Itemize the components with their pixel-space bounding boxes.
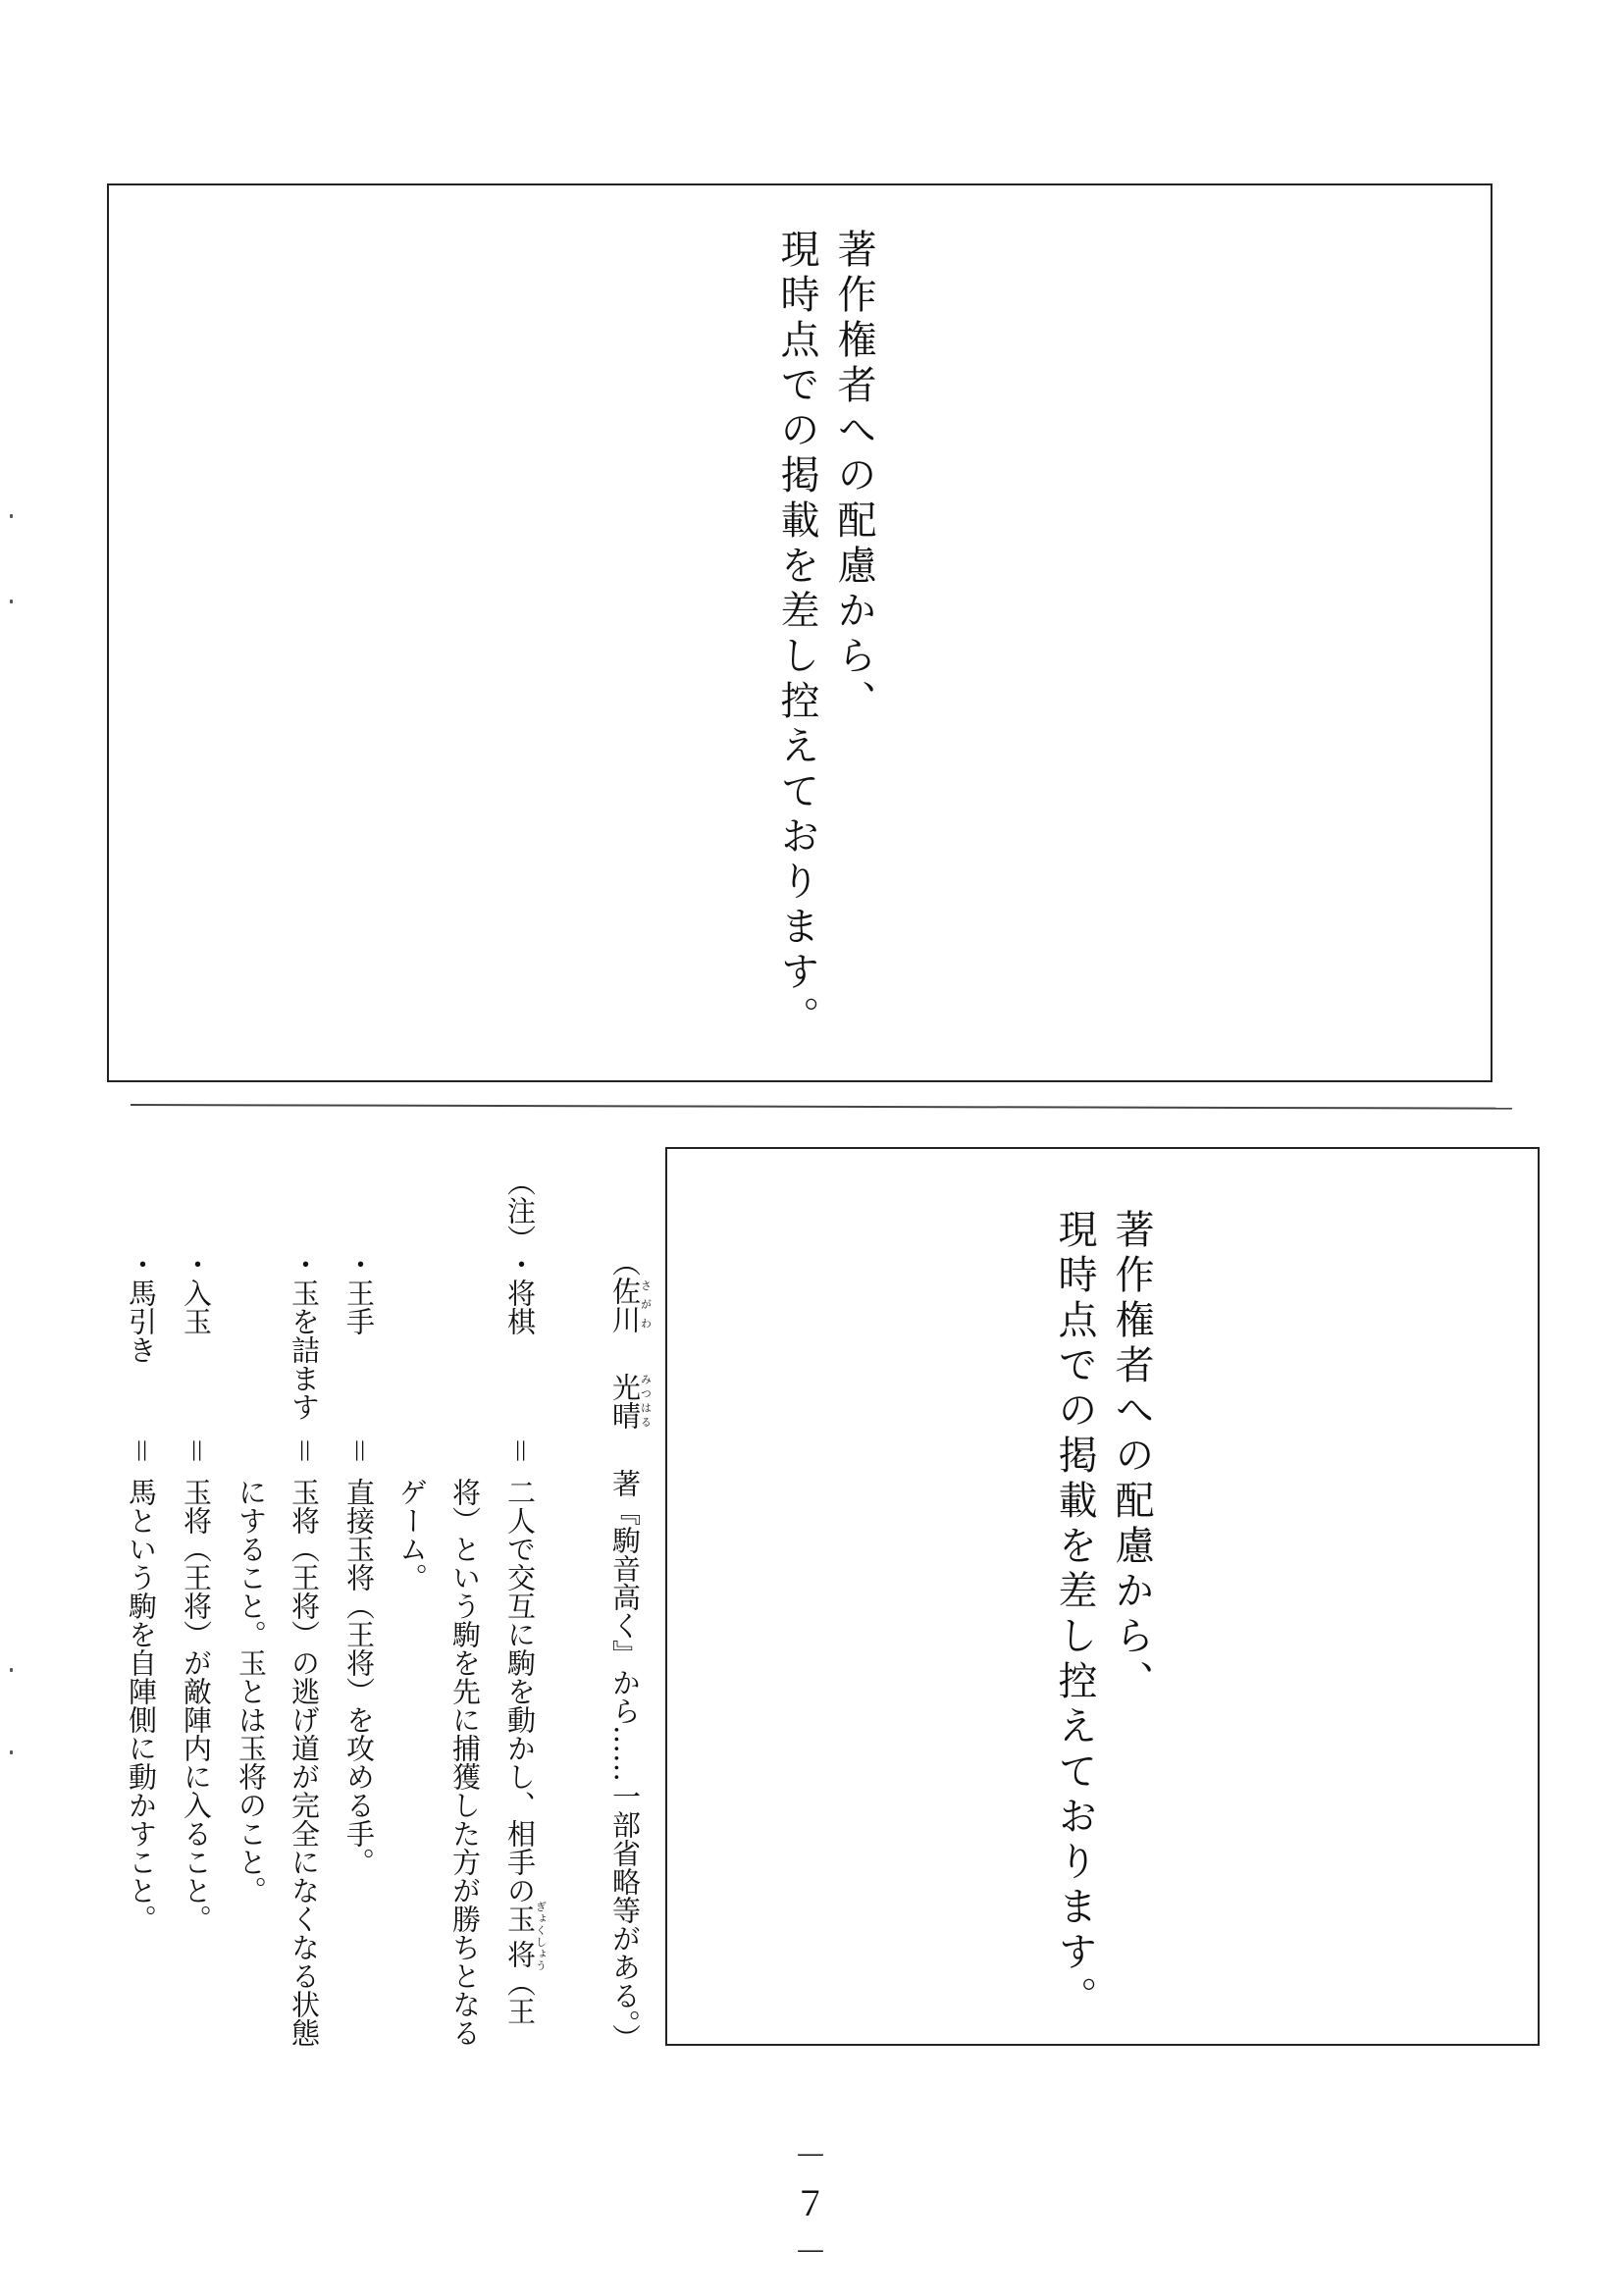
citation-rest: から……一部省略等がある。） <box>608 1668 642 2053</box>
note-definition-line: 玉将（王将）が敵陣内に入ること。 <box>180 1478 213 1933</box>
note-definition-line: 二人で交互に駒を動かし、相手の玉将ぎょくしょう（王 <box>503 1478 548 2025</box>
note-eq: ＝ <box>180 1436 213 1466</box>
note-term: ・入玉 <box>180 1250 213 1335</box>
note-definition-line: 馬という駒を自陣側に動かすこと。 <box>125 1478 158 1933</box>
citation-title: 『駒音高く』 <box>608 1497 642 1668</box>
note-definition-line: 玉将（王将）の逃げ道が完全になくなる状態 <box>288 1478 321 2047</box>
note-term: ・王手 <box>342 1250 376 1335</box>
copyright-notice-bottom <box>1046 1209 1160 2021</box>
scan-speck <box>10 1750 13 1754</box>
citation-open-paren: （ <box>608 1248 642 1277</box>
note-eq: ＝ <box>288 1436 321 1466</box>
notice-line-1: 著作権者への配慮から、 <box>1109 1209 1154 1705</box>
copyright-notice-top <box>768 229 882 1041</box>
note-definition-line: 将）という駒を先に捕獲した方が勝ちとなる <box>448 1478 482 2047</box>
note-eq: ＝ <box>503 1436 537 1466</box>
author-family-name: 佐川さがわ <box>608 1277 653 1333</box>
notice-line-1: 著作権者への配慮から、 <box>831 229 876 725</box>
citation-by: 著 <box>608 1469 642 1497</box>
page-number: －７－ <box>794 2137 835 2272</box>
notice-line-2: 現時点での掲載を差し控えております。 <box>1052 1209 1097 2021</box>
note-eq: ＝ <box>342 1436 376 1466</box>
note-definition-line: ゲーム。 <box>395 1478 429 1592</box>
section-divider <box>131 1104 1512 1110</box>
scan-speck <box>10 600 13 603</box>
scan-speck <box>10 514 13 518</box>
source-citation <box>608 1248 653 2053</box>
note-definition-line: にすること。玉とは玉将のこと。 <box>235 1478 268 1905</box>
note-definition-line: 直接玉将（王将）を攻める手。 <box>342 1478 376 1876</box>
notice-line-2: 現時点での掲載を差し控えております。 <box>774 229 819 1041</box>
author-given-name: 光晴みつはる <box>608 1373 653 1430</box>
scan-speck <box>10 1668 13 1672</box>
note-term: ・将棋 <box>503 1250 537 1335</box>
notes-label: （注） <box>503 1168 537 1253</box>
note-eq: ＝ <box>125 1436 158 1466</box>
note-term: ・玉を詰ます <box>288 1250 321 1421</box>
note-term: ・馬引き <box>125 1250 158 1364</box>
